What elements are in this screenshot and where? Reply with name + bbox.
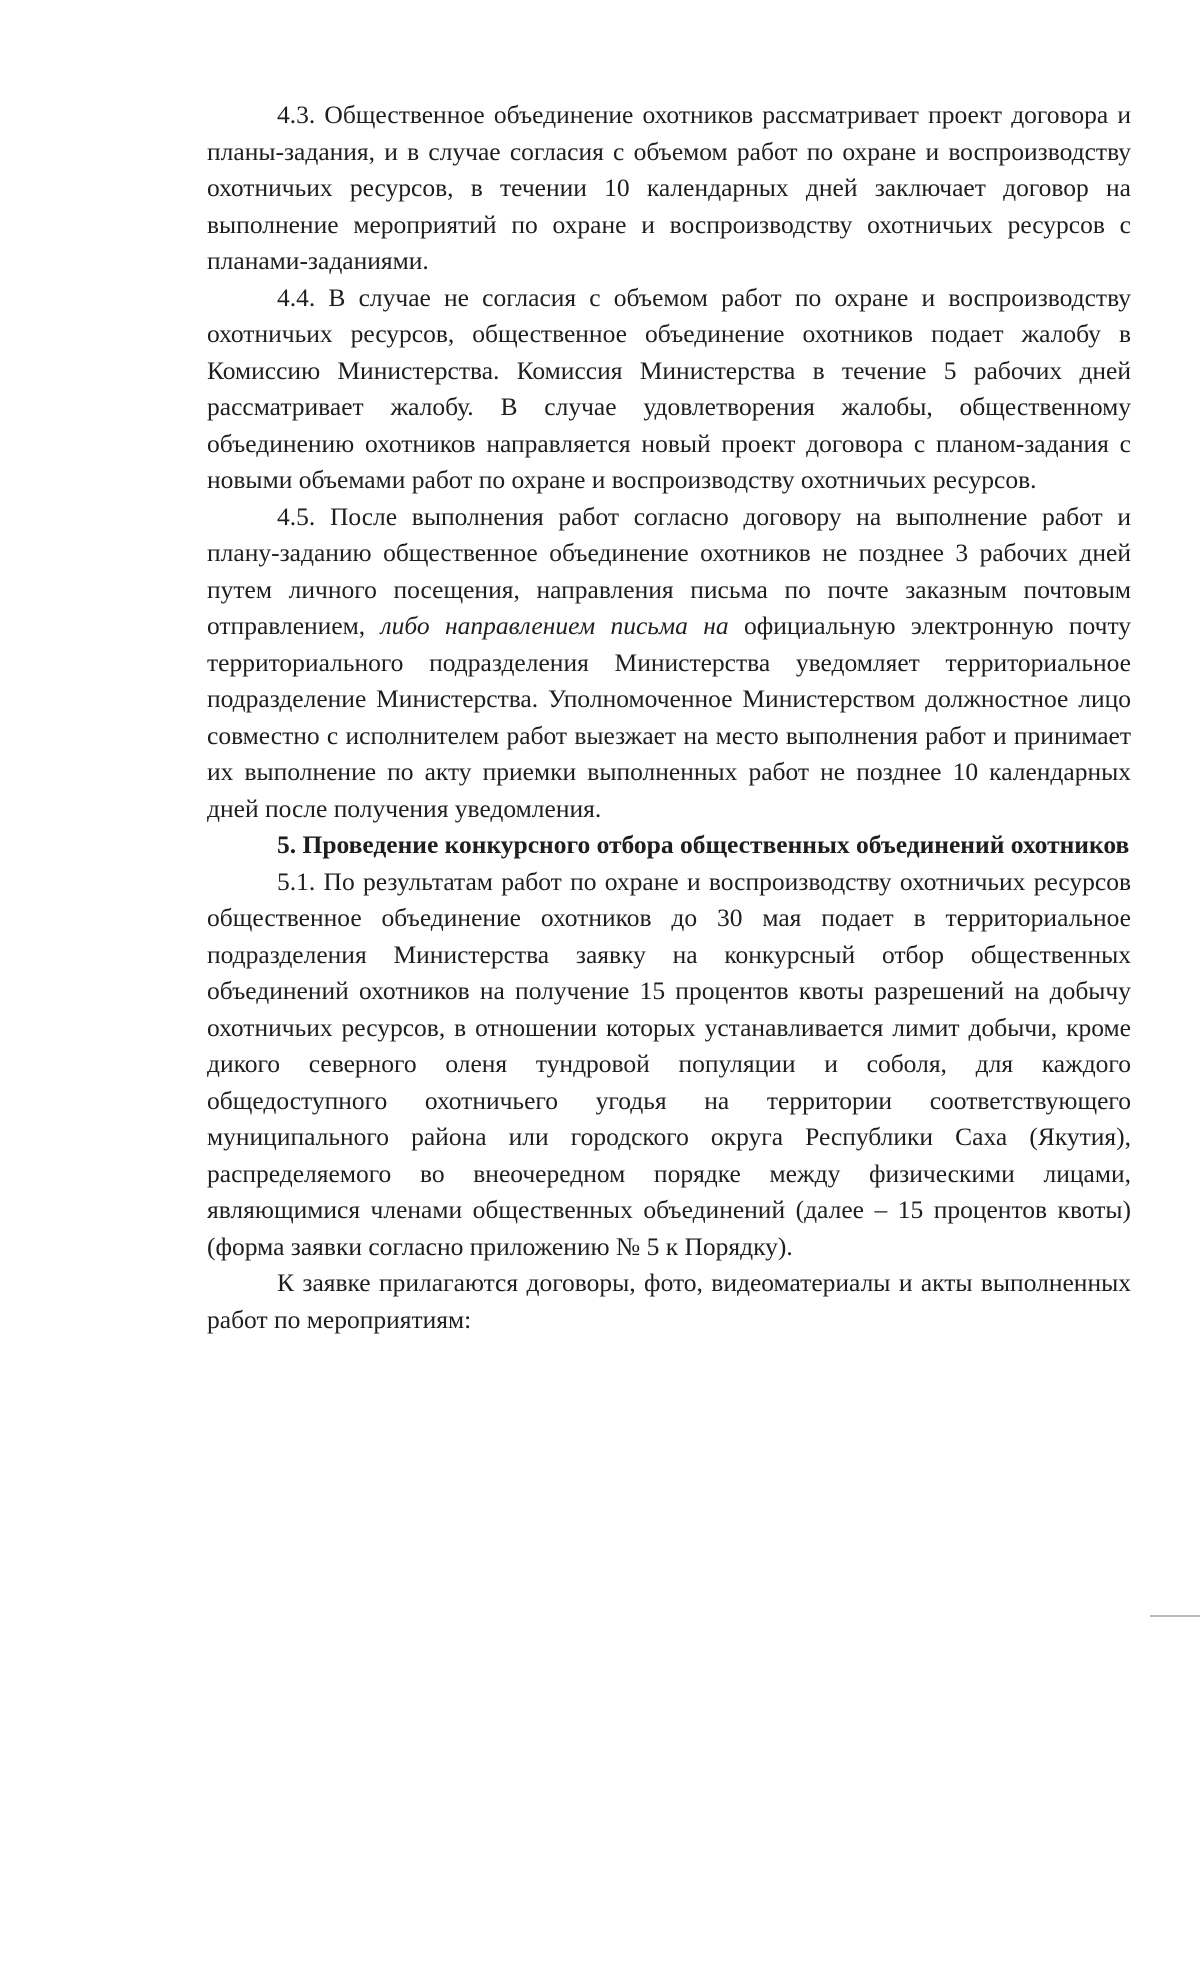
paragraph-4-4: 4.4. В случае не согласия с объемом работ по охране и воспроизводству охотничьих ресурсов, общественное объединение охотников подает жалобу в Комиссию Министерства. Комиссия Министерства в течение 5 рабочих дней рассматривает жалобу. В случае удовлетворения жалобы, общественному объединению охотников направляется новый проект договора с планом-задания с новыми объемами работ по охране и воспроизводству охотничьих ресурсов.	[207, 282, 1131, 494]
paragraph-4-5	[207, 499, 1131, 828]
paragraph-5-1: 5.1. По результатам работ по охране и воспроизводству охотничьих ресурсов общественное объединение охотников до 30 мая подает в территориальное подразделения Министерства заявку на конкурсный отбор общественных объединений охотников на получение 15 процентов квоты разрешений на добычу охотничьих ресурсов, в отношении которых устанавливается лимит добычи, кроме дикого северного оленя тундровой популяции и соболя, для каждого общедоступного охотничьего угодья на территории соответствующего муниципального района или городского округа Республики Саха (Якутия), распределяемого во внеочередном порядке между физическими лицами, являющимися членами общественных объединений (далее – 15 процентов квоты) (форма заявки согласно приложению № 5 к Порядку).	[207, 866, 1131, 1261]
scan-edge-mark	[1150, 1615, 1200, 1617]
paragraph-4-5-text-start: 4.5. После выполнения работ согласно договору на выполнение работ и плану-заданию общественное объединение охотников не позднее 3 рабочих дней путем личного посещения, направления письма по почте заказным почтовым отправлением,	[207, 501, 1131, 640]
paragraph-4-5-italic-text: либо направлением письма на	[380, 611, 729, 640]
section-5-heading: 5. Проведение конкурсного отбора общественных объединений охотников	[277, 830, 1130, 859]
document-body	[207, 97, 1131, 1338]
paragraph-attachments: К заявке прилагаются договоры, фото, видеоматериалы и акты выполненных работ по мероприятиям:	[207, 1268, 1131, 1334]
paragraph-4-5-text-end: официальную электронную почту территориального подразделения Министерства уведомляет территориальное подразделение Министерства. Уполномоченное Министерством должностное лицо совместно с исполнителем работ выезжает на место выполнения работ и принимает их выполнение по акту приемки выполненных работ не позднее 10 календарных дней после получения уведомления.	[207, 611, 1131, 823]
paragraph-4-3: 4.3. Общественное объединение охотников рассматривает проект договора и планы-задания, и в случае согласия с объемом работ по охране и воспроизводству охотничьих ресурсов, в течении 10 календарных дней заключает договор на выполнение мероприятий по охране и воспроизводству охотничьих ресурсов с планами-заданиями.	[207, 100, 1131, 275]
